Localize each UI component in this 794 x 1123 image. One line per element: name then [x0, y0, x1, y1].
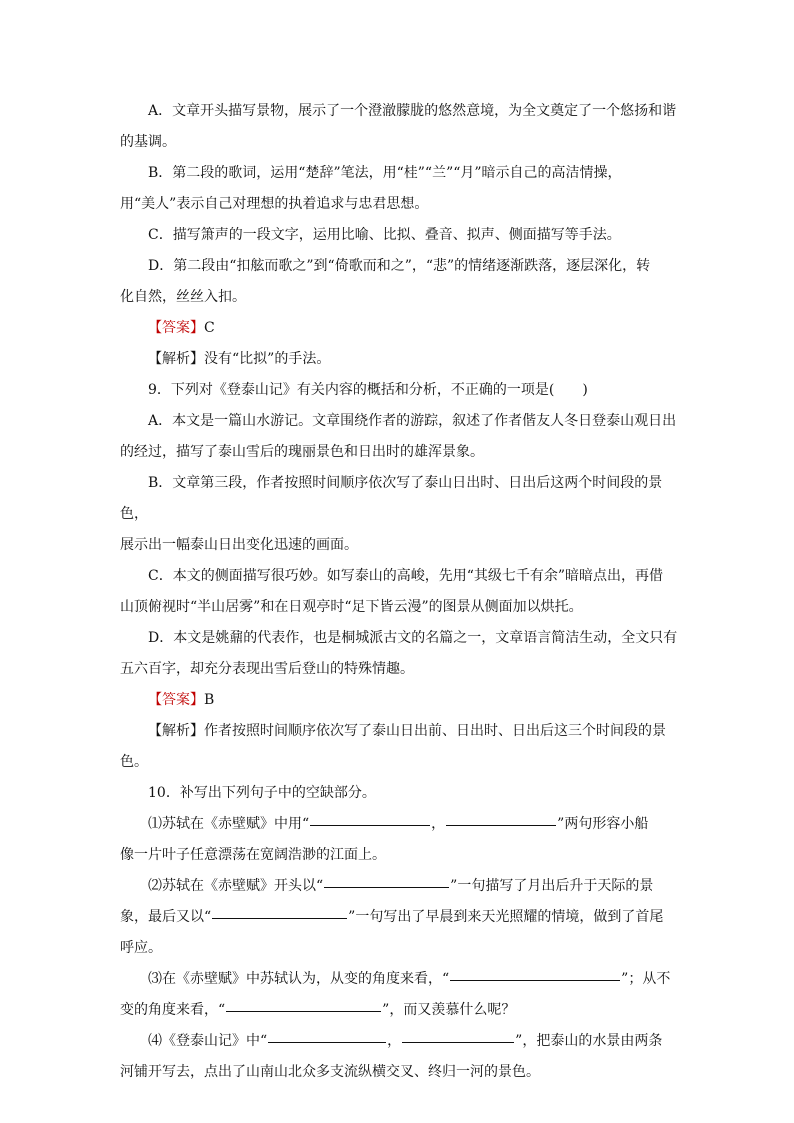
fill-blank [212, 917, 347, 919]
q8-option-c: C．描写箫声的一段文字，运用比喻、比拟、叠音、拟声、侧面描写等手法。 [148, 227, 621, 243]
q10-sentence-2-cont: 象，最后又以“ ”一句写出了早晨到来天光照耀的情境，做到了首尾 [120, 909, 664, 925]
answer-value: B [204, 692, 215, 708]
q8-option-d-cont: 化自然，丝丝入扣。 [120, 289, 246, 305]
q10-sentence-2: ⑵苏轼在《赤壁赋》开头以“ ”一句描写了月出后升于天际的景 [148, 878, 654, 894]
q8-option-d: D．第二段由“扣舷而歌之”到“倚歌而和之”，“悲”的情绪逐渐跌落，逐层深化，转 [148, 258, 651, 274]
q9-option-d: D．本文是姚鼐的代表作，也是桐城派古文的名篇之一，文章语言简洁生动，全文只有 [148, 630, 678, 646]
q8-option-b: B．第二段的歌词，运用“楚辞”笔法，用“桂”“兰”“月”暗示自己的高洁情操， [148, 165, 622, 181]
q9-option-b: B．文章第三段，作者按照时间顺序依次写了泰山日出时、日出后这两个时间段的景色， [120, 475, 663, 522]
answer-tag: 【答案】 [148, 320, 204, 336]
q10-sentence-3: ⑶在《赤壁赋》中苏轼认为，从变的角度来看，“ ”；从不 [148, 971, 671, 987]
q10-sentence-1: ⑴苏轼在《赤壁赋》中用“ ， ”两句形容小船 [148, 816, 649, 832]
fill-blank [268, 1041, 386, 1043]
q9-option-c-cont: 山顶俯视时“半山居雾”和在日观亭时“足下皆云漫”的图景从侧面加以烘托。 [120, 599, 583, 615]
analysis-tag: 【解析】 [148, 723, 204, 739]
q9-option-c: C．本文的侧面描写很巧妙。如写泰山的高峻，先用“其级七千有余”暗暗点出，再借 [148, 568, 664, 584]
q10-sentence-1-cont: 像一片叶子任意漂荡在宽阔浩渺的江面上。 [120, 847, 386, 863]
fill-blank [450, 979, 620, 981]
q10-stem: 10．补写出下列句子中的空缺部分。 [148, 785, 376, 801]
q9-option-a-cont: 的经过，描写了泰山雪后的瑰丽景色和日出时的雄浑景象。 [120, 444, 484, 460]
document-body [120, 96, 680, 1088]
q10-sentence-3-cont: 变的角度来看，“ ”，而又羡慕什么呢？ [120, 1002, 516, 1018]
q8-option-a: A．文章开头描写景物，展示了一个澄澈朦胧的悠然意境，为全文奠定了一个悠扬和谐 [148, 103, 677, 119]
q9-option-a: A．本文是一篇山水游记。文章围绕作者的游踪，叙述了作者偕友人冬日登泰山观日出 [148, 413, 677, 429]
q10-sentence-4-cont: 河铺开写去，点出了山南山北众多支流纵横交叉、终归一河的景色。 [120, 1064, 540, 1080]
q9-option-d-cont: 五六百字，却充分表现出雪后登山的特殊情趣。 [120, 661, 414, 677]
fill-blank [324, 886, 449, 888]
answer-value: C [204, 320, 215, 336]
q8-option-b-cont: 用“美人”表示自己对理想的执着追求与忠君思想。 [120, 196, 429, 212]
q9-answer [120, 685, 680, 716]
q8-answer [120, 313, 680, 344]
q9-option-b-cont: 展示出一幅泰山日出变化迅速的画面。 [120, 537, 358, 553]
fill-blank [226, 1010, 381, 1012]
fill-blank [446, 824, 556, 826]
fill-blank [402, 1041, 514, 1043]
q9-stem: 9．下列对《登泰山记》有关内容的概括和分析，不正确的一项是( ) [148, 382, 588, 398]
fill-blank [310, 824, 430, 826]
q9-analysis: 【解析】作者按照时间顺序依次写了泰山日出前、日出时、日出后这三个时间段的景色。 [120, 723, 666, 770]
q10-sentence-4: ⑷《登泰山记》中“ ， ”，把泰山的水景由两条 [148, 1033, 663, 1049]
answer-tag: 【答案】 [148, 692, 204, 708]
q8-option-a-cont: 的基调。 [120, 134, 176, 150]
q8-analysis: 【解析】没有“比拟”的手法。 [148, 351, 331, 367]
q10-sentence-2-end: 呼应。 [120, 940, 162, 956]
analysis-tag: 【解析】 [148, 351, 204, 367]
